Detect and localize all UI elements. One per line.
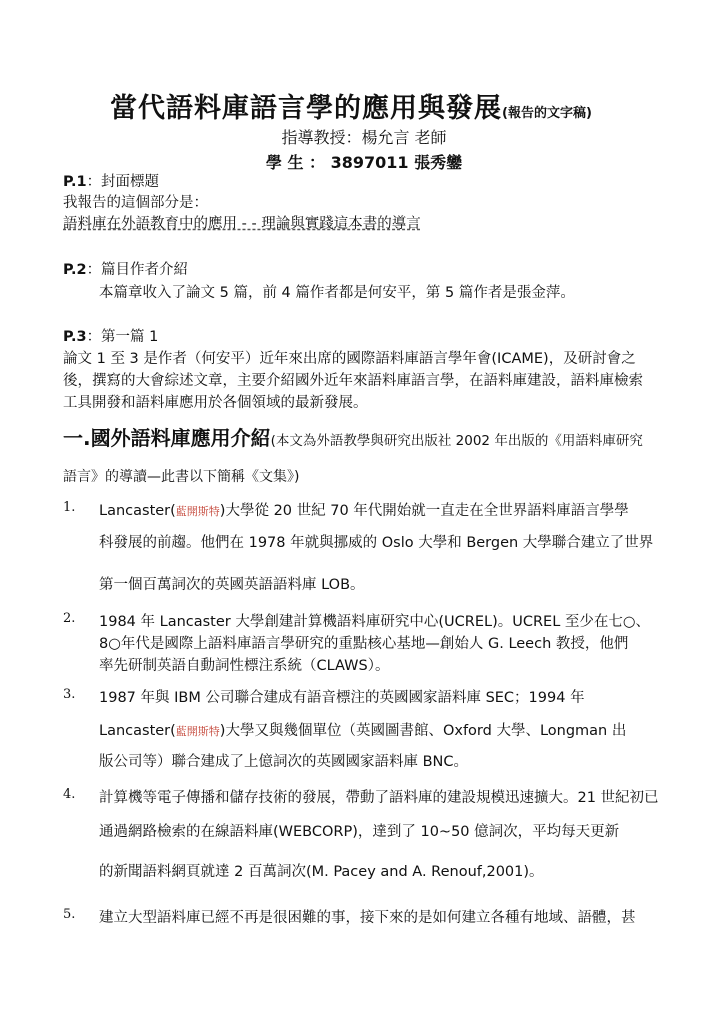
p1-line2: 語料庫在外語教育中的應用 - - 理論與實踐這本書的導言 [63, 216, 421, 232]
advisor-line: 指導教授：楊允言 老師 [281, 128, 447, 147]
item4-number: 4. [63, 787, 76, 802]
item1-l1a: Lancaster( [99, 503, 176, 519]
p3-line1: 論文 1 至 3 是作者（何安平）近年來出席的國際語料庫語言學年會(ICAME)，及研討會之 [63, 351, 636, 367]
item2-line1: 1984 年 Lancaster 大學創建計算機語料庫研究中心(UCREL)。UCREL 至少在七○、 [99, 614, 651, 630]
section1-line2: 語言》的導讀—此書以下簡稱《文集》) [63, 469, 300, 485]
item3-line3: 版公司等）聯合建成了上億詞次的英國國家語料庫 BNC。 [99, 754, 469, 770]
p2-line1: 本篇章收入了論文 5 篇，前 4 篇作者都是何安平，第 5 篇作者是張金萍。 [99, 285, 575, 301]
item5-line1: 建立大型語料庫已經不再是很困難的事，接下來的是如何建立各種有地域、語體，甚 [99, 910, 636, 926]
item1-line1 [99, 499, 679, 520]
document-title [110, 86, 670, 125]
student-line: 學 生 ： 3897011 張秀鑾 [265, 153, 463, 172]
p1-heading [63, 170, 159, 191]
p3-heading [63, 325, 158, 346]
p2-heading [63, 258, 188, 279]
item1-line2: 科發展的前趨。他們在 1978 年就與挪威的 Oslo 大學和 Bergen 大學聯合建立了世界 [99, 535, 654, 551]
section1-note: (本文為外語教學與研究出版社 2002 年出版的《用語料庫研究 [270, 433, 643, 449]
item5-number: 5. [63, 907, 76, 922]
p3-line3: 工具開發和語料庫應用於各個領域的最新發展。 [63, 395, 368, 411]
item3-red: 藍開斯特 [175, 725, 220, 738]
item4-line1: 計算機等電子傳播和儲存技術的發展，帶動了語料庫的建設規模迅速擴大。21 世紀初已 [99, 790, 659, 806]
p3-line2: 後，撰寫的大會綜述文章，主要介紹國外近年來語料庫語言學，在語料庫建設，語料庫檢索 [63, 373, 643, 389]
section1-title: 一.國外語料庫應用介紹 [63, 426, 271, 450]
p1-line1: 我報告的這個部分是： [63, 195, 208, 211]
item2-line3: 率先研制英語自動詞性標注系統（CLAWS）。 [99, 658, 390, 674]
item1-number: 1. [63, 500, 76, 515]
section1-heading [63, 422, 643, 451]
item1-l1b: )大學從 20 世紀 70 年代開始就一直走在全世界語料庫語言學學 [219, 503, 629, 519]
p2-text: ：篇目作者介紹 [86, 262, 189, 278]
p3-label: P.3 [63, 329, 87, 345]
item1-red: 藍開斯特 [175, 505, 220, 518]
item2-number: 2. [63, 611, 76, 626]
p1-text: ：封面標題 [86, 174, 160, 190]
item4-line2: 通過網路檢索的在線語料庫(WEBCORP)，達到了 10~50 億詞次，平均每天更新 [99, 824, 620, 840]
p3-text: ：第一篇 1 [86, 329, 159, 345]
title-main: 當代語料庫語言學的應用與發展 [110, 93, 502, 124]
item1-line3: 第一個百萬詞次的英國英語語料庫 LOB。 [99, 577, 365, 593]
p2-label: P.2 [63, 262, 87, 278]
item4-line3: 的新聞語料網頁就達 2 百萬詞次(M. Pacey and A. Renouf,2001)。 [99, 864, 544, 880]
item3-number: 3. [63, 687, 76, 702]
item3-l2a: Lancaster( [99, 723, 176, 739]
item3-line2 [99, 719, 679, 740]
item2-line2: 8○年代是國際上語料庫語言學研究的重點核心基地—創始人 G. Leech 教授，他們 [99, 636, 629, 652]
item3-l2b: )大學又與幾個單位（英國圖書館、Oxford 大學、Longman 出 [219, 723, 627, 739]
p1-label: P.1 [63, 174, 87, 190]
item3-line1: 1987 年與 IBM 公司聯合建成有語音標注的英國國家語料庫 SEC；1994 年 [99, 690, 585, 706]
title-suffix: (報告的文字稿) [502, 106, 592, 121]
